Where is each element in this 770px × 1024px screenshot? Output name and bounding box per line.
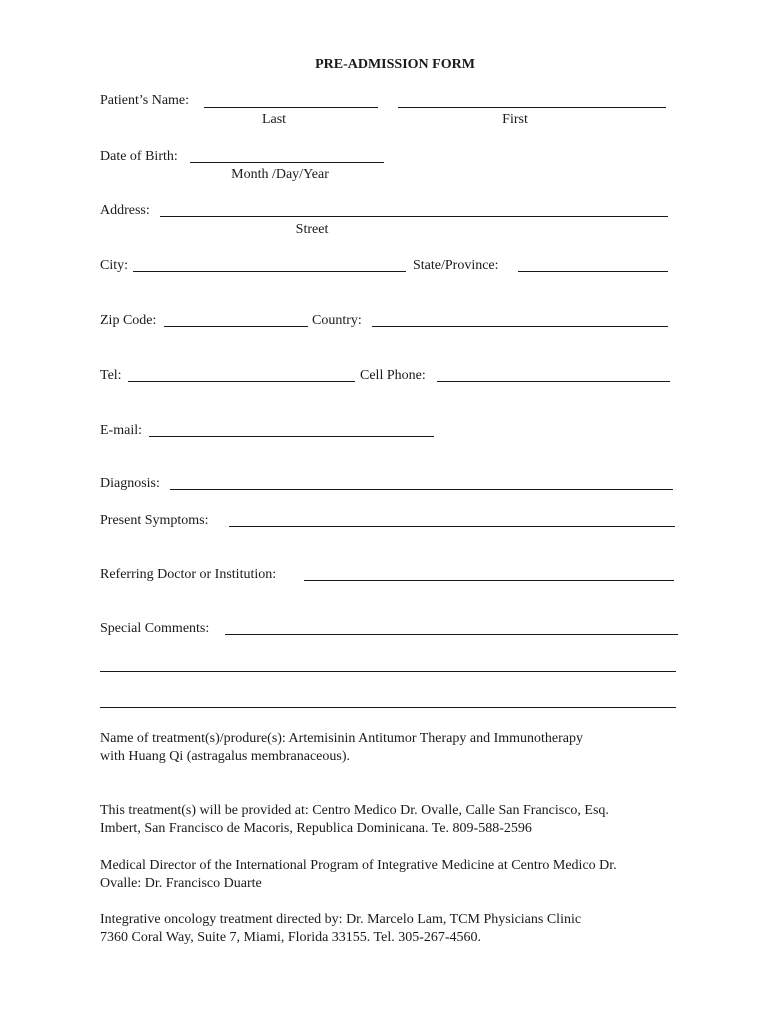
email-field[interactable] [149,436,434,437]
treatment-paragraph [100,730,700,766]
location-line-2: Imbert, San Francisco de Macoris, Republica Dominicana. Te. 809-588-2596 [100,821,532,836]
cell-label: Cell Phone: [360,368,426,383]
last-name-field[interactable] [204,107,378,108]
zip-label: Zip Code: [100,313,157,328]
tel-field[interactable] [128,381,355,382]
address-hint: Street [295,222,329,237]
city-label: City: [100,258,129,273]
dob-field[interactable] [190,162,384,163]
treatment-line-2: with Huang Qi (astragalus membranaceous). [100,749,350,764]
email-label: E-mail: [100,423,142,438]
referring-label: Referring Doctor or Institution: [100,567,277,582]
city-field[interactable] [133,271,406,272]
cell-field[interactable] [437,381,670,382]
location-line-1: This treatment(s) will be provided at: Centro Medico Dr. Ovalle, Calle San Francisco, Esq. [100,803,609,818]
country-label: Country: [312,313,362,328]
dob-hint: Month /Day/Year [231,167,329,182]
country-field[interactable] [372,326,668,327]
state-label: State/Province: [413,258,499,273]
first-name-hint: First [502,112,528,127]
state-field[interactable] [518,271,668,272]
comments-field-line-1[interactable] [225,634,678,635]
director-paragraph [100,857,700,893]
dob-label: Date of Birth: [100,149,178,164]
form-title: PRE-ADMISSION FORM [315,57,475,72]
comments-label: Special Comments: [100,621,210,636]
symptoms-label: Present Symptoms: [100,513,209,528]
address-label: Address: [100,203,150,218]
treatment-line-1: Name of treatment(s)/produre(s): Artemisinin Antitumor Therapy and Immunotherapy [100,731,584,746]
oncology-paragraph [100,911,700,947]
tel-label: Tel: [100,368,122,383]
zip-field[interactable] [164,326,308,327]
location-paragraph [100,802,700,838]
symptoms-field[interactable] [229,526,675,527]
comments-field-line-2[interactable] [100,671,676,672]
address-field[interactable] [160,216,668,217]
oncology-line-1: Integrative oncology treatment directed by: Dr. Marcelo Lam, TCM Physicians Clinic [100,912,582,927]
director-line-2: Ovalle: Dr. Francisco Duarte [100,876,262,891]
last-name-hint: Last [261,112,287,127]
first-name-field[interactable] [398,107,666,108]
referring-field[interactable] [304,580,674,581]
diagnosis-field[interactable] [170,489,673,490]
director-line-1: Medical Director of the International Program of Integrative Medicine at Centro Medico Dr. [100,858,617,873]
comments-field-line-3[interactable] [100,707,676,708]
patient-name-label: Patient’s Name: [100,93,190,108]
diagnosis-label: Diagnosis: [100,476,160,491]
oncology-line-2: 7360 Coral Way, Suite 7, Miami, Florida 33155. Tel. 305-267-4560. [100,930,482,945]
